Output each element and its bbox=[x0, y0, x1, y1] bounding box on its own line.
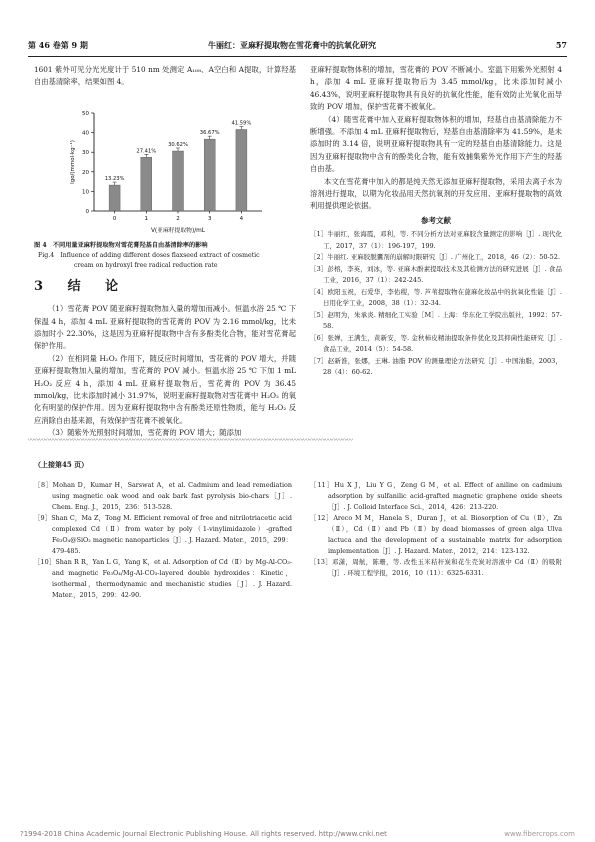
watermark-text: www.fibercrops.com bbox=[504, 830, 575, 838]
running-title: 牛丽红：亚麻籽提取物在雪花膏中的抗氧化研究 bbox=[208, 40, 376, 50]
references-title: 参考文献 bbox=[421, 215, 451, 225]
y-tick-label: 50 bbox=[82, 110, 89, 117]
reference-item: ［8］Mohan D，Kumar H，Sarswat A，et al. Cadmium and lead remediation using magnetic oak wood and oak bark fast pyrolysis bio-chars［J］. Chem. Eng. J.，2015，236：513-528. bbox=[34, 481, 292, 511]
reference-item: ［2］牛丽红. 亚麻胶脱囊剂的崩解时限研究［J］. 广州化工，2018，46（2）：50-52. bbox=[310, 253, 561, 262]
reference-item: ［6］张婵，王满生，黄新安，等. 金秋柿皮精油提取条件优化及其抑菌性能研究［J］. 食品工业，2014（5）：54-58. bbox=[310, 333, 562, 354]
data-label: 30.62% bbox=[168, 141, 188, 148]
section-separator: 〰〰〰〰〰〰〰〰〰〰〰〰〰〰〰〰〰〰〰〰〰〰〰〰〰〰〰〰〰〰〰〰〰〰〰〰〰〰〰〰〰〰〰〰〰〰〰〰〰〰〰〰〰〰〰〰〰〰〰 bbox=[28, 438, 353, 444]
bar bbox=[109, 185, 120, 211]
reference-item: ［5］赵明为，朱承炎. 精细化工实验［M］. 上海：华东化工学院出版社，1992：57-58. bbox=[310, 310, 562, 331]
running-header bbox=[28, 40, 567, 54]
closing-paragraph: 本文在雪花膏中加入的都是纯天然无添加亚麻籽提取物，采用去离子水为溶剂进行提取，以期为化妆品用天然抗氧剂的开发应用、亚麻籽提取物的高效利用提供理论依据。 bbox=[310, 176, 562, 211]
y-tick-label: 10 bbox=[82, 189, 89, 196]
x-tick-label: 1 bbox=[144, 215, 149, 222]
x-axis-label: V(亚麻籽提取物)/mL bbox=[150, 227, 206, 234]
conclusion-2: （2）在相同量 H₂O₂ 作用下，随反应时间增加，雪花膏的 POV 增大，并随亚麻籽提取物加入量的增加，雪花膏的 POV 减小。恒温水浴 25 ℃ 下加 1 mL H₂O₂ 反应 4 h，添加 4 mL 亚麻籽提取物后，雪花膏的 POV 为 36.45 mmol/kg，比未添加时减小 31.97%，说明亚麻籽提取物对雪花膏中 H₂O₂ 的氧化有明显的保护作用。因为亚麻籽提取物中含有酚类还原性物质，能与 H₂O₂ 反应消除自由基来源，有效保护雪花膏不被氧化。 bbox=[34, 353, 296, 425]
y-tick-label: 30 bbox=[82, 150, 89, 157]
references-list bbox=[310, 229, 562, 379]
bar bbox=[173, 151, 184, 211]
right-column bbox=[310, 64, 562, 379]
figure-caption-cn: 图 4 不同用量亚麻籽提取物对雪花膏羟基自由基清除率的影响 bbox=[34, 241, 208, 249]
figure-4-chart bbox=[34, 93, 296, 241]
conclusion-3-cont: 亚麻籽提取物体积的增加，雪花膏的 POV 不断减小。室温下用紫外光照射 4 h，添加 4 mL 亚麻籽提取物后为 3.45 mmol/kg，比未添加时减小 46.43%，说明亚麻籽提取物具有良好的抗氧化性能，能有效防止光氧化而导致的 POV 增加，保护雪花膏不被氧化。 bbox=[310, 65, 562, 112]
data-label: 41.59% bbox=[231, 120, 252, 127]
y-tick-label: 20 bbox=[82, 169, 89, 176]
bottom-left-refs bbox=[34, 480, 292, 601]
x-tick-label: 0 bbox=[112, 215, 117, 222]
reference-item: ［7］赵新淮，张娜，王琳. 油脂 POV 的测量理论方法研究［J］. 中国油脂，2003，28（4）：60-62. bbox=[310, 356, 562, 377]
x-tick-label: 4 bbox=[239, 215, 244, 222]
intro-paragraph: 1601 紫外可见分光光度计于 510 nm 处测定 A₁₆₈、A空白和 A提取，计算羟基自由基清除率，结果如图 4。 bbox=[34, 65, 296, 87]
bottom-right-refs bbox=[310, 480, 562, 579]
y-tick-label: 0 bbox=[85, 208, 89, 215]
header-rule bbox=[28, 56, 567, 57]
figure-caption-en-1: Fig.4 Influence of adding different doses flaxseed extract of cosmetic bbox=[38, 251, 260, 259]
conclusion-1: （1）雪花膏 POV 随亚麻籽提取物加入量的增加而减小。恒温水浴 25 ℃ 下保温 4 h，添加 4 mL 亚麻籽提取物的雪花膏的 POV 为 2.16 mmol/kg，比未添加时小 22.30%，这是因为亚麻籽提取物中含有多酚类化合物，能对雪花膏起保护作用。 bbox=[34, 304, 296, 351]
bar bbox=[236, 129, 247, 211]
conclusion-4: （4）随雪花膏中加入亚麻籽提取物体积的增加，羟基自由基清除能力不断增强。不添加 4 mL 亚麻籽提取物后，羟基自由基清除率为 41.59%，是未添加时的 3.14 倍，说明亚麻籽提取物具有一定的羟基自由基清除能力。这是因为亚麻籽提取物中含有的酚类化合物，能有效捕集紫外光作用下产生的羟基自由基。 bbox=[310, 114, 562, 174]
y-tick-label: 40 bbox=[82, 130, 89, 137]
reference-item: ［13］邓潇，周航，陈珊，等. 改性玉米秸秆炭和花生壳炭对溶液中 Cd（Ⅱ）的吸附［J］. 环境工程学报，2016，10（11）：6325-6331. bbox=[310, 558, 562, 577]
x-tick-label: 2 bbox=[176, 215, 180, 222]
left-column bbox=[34, 64, 296, 440]
section-title: 3 结 论 bbox=[34, 278, 129, 294]
reference-item: ［1］牛丽红，张海霞，邓利，等. 不同分析方法对亚麻胶含量测定的影响［J］. 现代化工，2017，37（1）：196-197，199. bbox=[310, 230, 562, 250]
y-axis-label: lgo/(mmol·kg⁻¹) bbox=[70, 139, 76, 184]
figure-caption-en-2: cream on hydroxyl free radical reduction rate bbox=[74, 261, 218, 269]
data-label: 27.41% bbox=[136, 148, 157, 155]
reference-item: ［10］Shan R R，Yan L G，Yang K，et al. Adsorption of Cd（Ⅱ）by Mg-Al-CO₃- and magnetic Fe₃O₄/Mg-Al-CO₃-layered double hydroxides：Kinetic，isothermal，thermodynamic and mechanistic studies［J］. J. Hazard. Mater.，2015，299：42-90. bbox=[34, 558, 292, 599]
data-label: 13.23% bbox=[104, 175, 125, 182]
reference-item: ［9］Shan C，Ma Z，Tong M. Efficient removal of free and nitrilotriacetic acid complexed Cd（Ⅱ）from water by poly（1-vinylimidazole）-grafted Fe₃O₄@SiO₂ magnetic nanoparticles［J］. J. Hazard. Mater.，2015，299：479-485. bbox=[34, 514, 292, 555]
bar bbox=[141, 157, 152, 211]
bar bbox=[204, 139, 215, 211]
reference-item: ［12］Areco M M，Hanela S，Duran J，et al. Biosorption of Cu（Ⅱ），Zn（Ⅱ），Cd（Ⅱ）and Pb（Ⅱ）by dead biomasses of green alga Ulva lactuca and the development of a sustainable matrix for adsorption implementation［J］. J. Hazard. Mater.，2012，214：123-132. bbox=[310, 514, 562, 555]
reference-item: ［3］彭榕，李英，刘冰，等. 亚麻木酚素提取技术及其检测方法的研究进展［J］. 食品工业，2016，37（1）：242-245. bbox=[310, 264, 562, 285]
conclusion-3: （3）随紫外光照射时间增加，雪花膏的 POV 增大；随添加 bbox=[48, 428, 242, 438]
copyright-text: ?1994-2018 China Academic Journal Electronic Publishing House. All rights reserved. http://www.cnki.net bbox=[20, 830, 387, 838]
reference-item: ［11］Hu X J，Liu Y G，Zeng G M，et al. Effect of aniline on cadmium adsorption by sulfanilic acid-grafted magnetic graphene oxide sheets［J］. J. Colloid Interface Sci.，2014，426：213-220. bbox=[310, 481, 562, 511]
x-tick-label: 3 bbox=[207, 215, 212, 222]
data-label: 36.67% bbox=[199, 129, 220, 136]
continued-note: （上接第45 页） bbox=[34, 460, 89, 469]
reference-item: ［4］欧阳玉祝，石爱华，李佑稷，等. 芦苇提取物在蓖麻化妆品中的抗氧化性能［J］. 日用化学工业，2008，38（1）：32-34. bbox=[310, 287, 562, 308]
volume-issue: 第 46 卷第 9 期 bbox=[28, 40, 88, 50]
page-number: 57 bbox=[555, 40, 567, 50]
